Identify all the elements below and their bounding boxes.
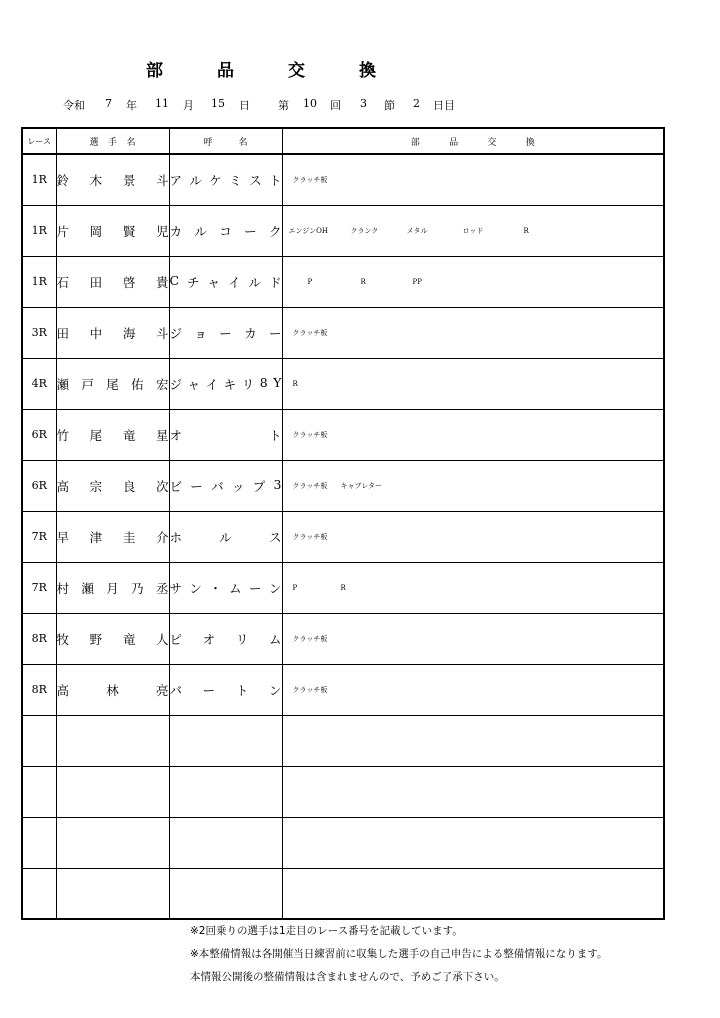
nickname <box>170 630 282 648</box>
note-line: ※本整備情報は各開催当日練習前に収集した選手の自己申告による整備情報になります。 <box>190 948 608 960</box>
nickname-char: ・ <box>209 580 222 596</box>
part-item: P <box>307 277 313 286</box>
name-char: 中 <box>89 325 103 341</box>
name-char: 高 <box>56 478 70 494</box>
race-cell: 1R <box>22 205 56 256</box>
part-item: R <box>340 583 346 592</box>
racer-name-cell <box>56 664 169 715</box>
header-parts <box>282 128 664 154</box>
race-cell: 7R <box>22 511 56 562</box>
racer-name-cell <box>56 562 169 613</box>
name-char: 竹 <box>56 427 70 443</box>
race-cell: 7R <box>22 562 56 613</box>
table-row <box>22 868 664 919</box>
nickname-char: ー <box>244 223 257 239</box>
parts-cell <box>282 307 664 358</box>
nickname-cell <box>169 715 282 766</box>
nickname-char: ホ <box>169 529 183 545</box>
title-char: 交 <box>288 61 305 81</box>
nickname-char: ー <box>190 478 203 494</box>
racer-name-cell <box>56 205 169 256</box>
nickname-char: サ <box>169 580 183 596</box>
nickname-char: リ <box>241 376 255 392</box>
header-nickname <box>169 128 282 154</box>
nickname-char: ピ <box>169 631 183 647</box>
nickname-cell <box>169 154 282 205</box>
race-cell <box>22 868 56 919</box>
racer-name-cell <box>56 715 169 766</box>
parts-cell <box>282 562 664 613</box>
racer-name-cell <box>56 511 169 562</box>
nickname-char: ト <box>268 427 282 443</box>
nickname-char: ョ <box>194 325 207 341</box>
racer-name <box>57 222 169 240</box>
race-cell: 1R <box>22 154 56 205</box>
parts-cell <box>282 460 664 511</box>
nickname-char: キ <box>223 376 237 392</box>
nickname-cell <box>169 409 282 460</box>
nickname <box>170 528 282 546</box>
racer-name <box>57 171 169 189</box>
nickname-char: ル <box>248 274 262 290</box>
part-item: R <box>523 226 529 235</box>
nickname-char: ン <box>268 682 282 698</box>
name-char: 野 <box>89 631 103 647</box>
header-char: 名 <box>238 137 248 148</box>
name-char: 尾 <box>106 376 119 392</box>
note-line: 本情報公開後の整備情報は含まれませんので、予めご了承下さい。 <box>190 971 505 983</box>
racer-name <box>57 528 169 546</box>
name-char: 佑 <box>131 376 144 392</box>
nickname-char: ド <box>268 274 282 290</box>
header-char: 手 <box>107 137 117 148</box>
name-char: 尾 <box>89 427 103 443</box>
month: 11 <box>155 97 169 110</box>
racer-name <box>57 477 169 495</box>
nickname <box>170 681 282 699</box>
note-line: ※2回乗りの選手は1走目のレース番号を記載しています。 <box>190 925 463 937</box>
racer-name <box>57 579 169 597</box>
parts-cell <box>282 613 664 664</box>
nickname-char: ム <box>229 580 242 596</box>
nickname-cell <box>169 817 282 868</box>
racer-name-cell <box>56 613 169 664</box>
name-char: 牧 <box>56 631 70 647</box>
nickname-char: コ <box>219 223 232 239</box>
race-cell: 3R <box>22 307 56 358</box>
nickname-cell <box>169 868 282 919</box>
nickname-char: カ <box>169 223 183 239</box>
name-char: 林 <box>106 682 119 698</box>
race-cell: 8R <box>22 664 56 715</box>
table-row <box>22 460 664 511</box>
nickname-char: オ <box>169 427 183 443</box>
nickname-char: ャ <box>207 274 221 290</box>
table-header-row <box>22 128 664 154</box>
nickname-cell <box>169 358 282 409</box>
table-row <box>22 562 664 613</box>
nickname-char: ジ <box>169 376 183 392</box>
nickname-cell <box>169 511 282 562</box>
kai-unit: 回 <box>330 99 341 112</box>
parts-cell <box>282 766 664 817</box>
table-row <box>22 307 664 358</box>
part-item: クランク <box>350 226 379 235</box>
nickname-char: ル <box>194 223 207 239</box>
race-cell: 4R <box>22 358 56 409</box>
parts-cell <box>282 256 664 307</box>
parts-cell <box>282 511 664 562</box>
nickname-char: ー <box>202 682 216 698</box>
header-char: 選 <box>89 137 99 148</box>
name-char: 良 <box>122 478 136 494</box>
nickname <box>170 579 282 597</box>
nickname-char: ミ <box>229 172 242 188</box>
header-char: 品 <box>449 137 459 148</box>
name-char: 星 <box>155 427 169 443</box>
nickname-char: C <box>169 272 180 288</box>
header-char: 呼 <box>203 137 213 148</box>
part-item: ロッド <box>462 226 484 235</box>
parts-cell <box>282 409 664 460</box>
nickname-char: ス <box>249 172 262 188</box>
racer-name <box>57 324 169 342</box>
part-item: PP <box>412 277 422 286</box>
name-char: 景 <box>122 172 136 188</box>
nickname-cell <box>169 664 282 715</box>
race-cell <box>22 715 56 766</box>
name-char: 瀬 <box>81 580 94 596</box>
name-char: 石 <box>56 274 70 290</box>
name-char: 貴 <box>155 274 169 290</box>
name-char: 介 <box>155 529 169 545</box>
nickname-char: リ <box>235 631 249 647</box>
parts-cell <box>282 868 664 919</box>
nickname-char: ー <box>249 580 262 596</box>
nickname-char: ケ <box>209 172 222 188</box>
name-char: 海 <box>122 325 136 341</box>
nickname-cell <box>169 613 282 664</box>
part-item: エンジンOH <box>288 226 328 235</box>
race-cell <box>22 817 56 868</box>
table-row <box>22 409 664 460</box>
part-item: クラッチ板 <box>292 481 328 490</box>
part-item: クラッチ板 <box>292 634 328 643</box>
year: 7 <box>105 97 112 110</box>
name-char: 村 <box>56 580 70 596</box>
header-char: 換 <box>525 137 535 148</box>
table-row <box>22 664 664 715</box>
nickname-char: ン <box>268 580 282 596</box>
kai-num: 10 <box>303 97 317 110</box>
nickname-char: 8 <box>259 374 268 390</box>
racer-name-cell <box>56 256 169 307</box>
nickname-char: ャ <box>187 376 201 392</box>
nickname <box>170 477 282 495</box>
nickname-char: 3 <box>273 476 282 492</box>
notes <box>190 924 607 993</box>
nickname-char: オ <box>202 631 216 647</box>
name-char: 戸 <box>81 376 94 392</box>
parts-cell <box>282 817 664 868</box>
part-item: P <box>292 583 298 592</box>
name-char: 竜 <box>122 427 136 443</box>
nickname-char: イ <box>205 376 219 392</box>
nickname-char: ム <box>268 631 282 647</box>
racer-name-cell <box>56 817 169 868</box>
nickname <box>170 273 282 291</box>
name-char: 木 <box>89 172 103 188</box>
racer-name-cell <box>56 766 169 817</box>
nickname-cell <box>169 205 282 256</box>
nickname-char: Y <box>273 374 282 390</box>
name-char: 児 <box>155 223 169 239</box>
name-char: 岡 <box>89 223 103 239</box>
nickname-char: ジ <box>169 325 183 341</box>
racer-name <box>57 426 169 444</box>
racer-name-cell <box>56 460 169 511</box>
name-char: 鈴 <box>56 172 70 188</box>
nickname-char: カ <box>244 325 257 341</box>
setsu-num: 3 <box>360 97 367 110</box>
racer-name <box>57 681 169 699</box>
nickname-char: バ <box>211 478 224 494</box>
name-char: 月 <box>106 580 119 596</box>
era: 令和 <box>63 99 85 112</box>
parts-exchange-table <box>21 127 665 920</box>
nickname-char: ト <box>235 682 249 698</box>
race-cell: 8R <box>22 613 56 664</box>
nickname-char: ビ <box>169 478 183 494</box>
name-char: 高 <box>56 682 70 698</box>
racer-name <box>57 630 169 648</box>
name-char: 竜 <box>122 631 136 647</box>
part-item: クラッチ板 <box>292 532 328 541</box>
table-row <box>22 358 664 409</box>
name-char: 宏 <box>155 376 169 392</box>
header-char: 名 <box>126 137 136 148</box>
day-unit: 日 <box>239 99 250 112</box>
name-char: 瀬 <box>56 376 70 392</box>
parts-cell <box>282 358 664 409</box>
race-cell <box>22 766 56 817</box>
table-row <box>22 511 664 562</box>
part-item: クラッチ板 <box>292 328 328 337</box>
year-unit: 年 <box>126 99 137 112</box>
name-char: 早 <box>56 529 70 545</box>
racer-name-cell <box>56 307 169 358</box>
parts-cell <box>282 664 664 715</box>
nickname <box>170 171 282 189</box>
race-cell: 6R <box>22 460 56 511</box>
parts-cell <box>282 205 664 256</box>
nickname-cell <box>169 562 282 613</box>
title-char: 部 <box>146 61 163 81</box>
name-char: 津 <box>89 529 103 545</box>
nickname-char: ア <box>169 172 183 188</box>
part-item: キャブレター <box>340 481 382 490</box>
part-item: クラッチ板 <box>292 685 328 694</box>
name-char: 斗 <box>155 172 169 188</box>
nickname-char: バ <box>169 682 183 698</box>
nickname <box>170 426 282 444</box>
name-char: 啓 <box>122 274 136 290</box>
nickname-char: ト <box>268 172 282 188</box>
race-cell: 1R <box>22 256 56 307</box>
name-char: 斗 <box>155 325 169 341</box>
header-race: レース <box>22 128 56 154</box>
setsu-unit: 節 <box>384 99 395 112</box>
racer-name <box>57 375 169 393</box>
name-char: 次 <box>155 478 169 494</box>
nickname <box>170 375 282 393</box>
day-num: 2 <box>413 97 420 110</box>
table-row <box>22 613 664 664</box>
table-row <box>22 256 664 307</box>
racer-name-cell <box>56 154 169 205</box>
name-char: 賢 <box>122 223 136 239</box>
month-unit: 月 <box>183 99 194 112</box>
table-row <box>22 766 664 817</box>
nickname-char: ル <box>219 529 232 545</box>
name-char: 片 <box>56 223 70 239</box>
part-item: R <box>292 379 298 388</box>
name-char: 田 <box>89 274 103 290</box>
title-char: 換 <box>359 61 376 81</box>
parts-cell <box>282 154 664 205</box>
name-char: 乃 <box>131 580 144 596</box>
nickname-cell <box>169 256 282 307</box>
parts-cell <box>282 715 664 766</box>
day: 15 <box>211 97 225 110</box>
part-item: メタル <box>406 226 428 235</box>
name-char: 圭 <box>122 529 136 545</box>
page-title <box>146 56 376 80</box>
name-char: 人 <box>155 631 169 647</box>
table-row <box>22 154 664 205</box>
table-row <box>22 715 664 766</box>
racer-name-cell <box>56 409 169 460</box>
racer-name <box>57 273 169 291</box>
part-item: クラッチ板 <box>292 175 328 184</box>
race-cell: 6R <box>22 409 56 460</box>
nickname <box>170 324 282 342</box>
table-row <box>22 817 664 868</box>
nickname-char: イ <box>228 274 241 290</box>
name-char: 田 <box>56 325 70 341</box>
nickname-char: ン <box>189 580 202 596</box>
header-char: 交 <box>487 137 497 148</box>
dai: 第 <box>278 99 289 112</box>
nickname-cell <box>169 307 282 358</box>
name-char: 丞 <box>155 580 169 596</box>
table-row <box>22 205 664 256</box>
name-char: 亮 <box>155 682 169 698</box>
nickname-char: プ <box>252 478 266 494</box>
part-item: クラッチ板 <box>292 430 328 439</box>
racer-name-cell <box>56 868 169 919</box>
header-char: 部 <box>410 137 420 148</box>
header-name <box>56 128 169 154</box>
nickname-char: ー <box>219 325 232 341</box>
name-char: 宗 <box>89 478 103 494</box>
title-char: 品 <box>217 61 234 81</box>
nickname-char: ク <box>268 223 282 239</box>
nickname-char: チ <box>187 274 200 290</box>
nickname-cell <box>169 766 282 817</box>
nickname-char: ー <box>268 325 282 341</box>
nickname-char: ル <box>189 172 202 188</box>
part-item: R <box>360 277 366 286</box>
racer-name-cell <box>56 358 169 409</box>
nickname-cell <box>169 460 282 511</box>
nickname <box>170 222 282 240</box>
nickname-char: ッ <box>231 478 245 494</box>
nickname-char: ス <box>268 529 282 545</box>
day-label: 日目 <box>433 99 455 112</box>
